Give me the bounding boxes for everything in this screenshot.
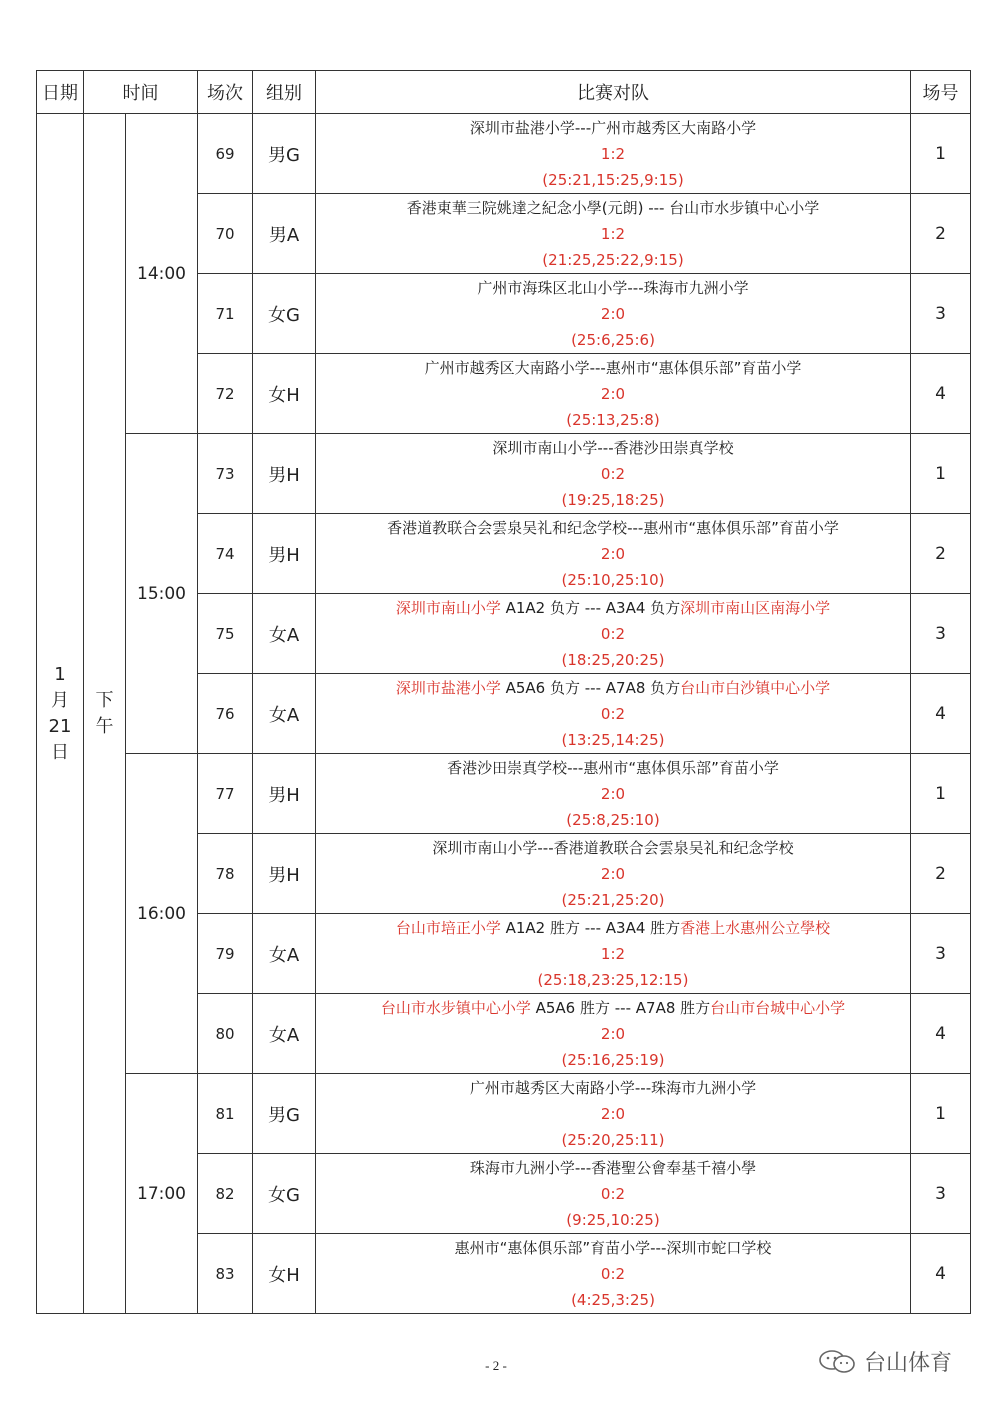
team-segment: 香港上水惠州公立學校 [680,918,831,937]
teams-line [316,435,910,461]
teams-line [316,195,910,221]
group-cell: 女H [253,1234,316,1314]
score: 0:2 [600,1184,626,1203]
round-cell: 80 [198,994,253,1074]
court-cell: 4 [911,994,971,1074]
team-segment: 台山市培正小学 [395,918,501,937]
match-cell [316,754,911,834]
court-cell: 1 [911,1074,971,1154]
teams-line [316,1235,910,1261]
teams-line [316,355,910,381]
court-cell: 2 [911,194,971,274]
round-cell: 78 [198,834,253,914]
round-cell: 70 [198,194,253,274]
group-cell: 女A [253,594,316,674]
date-cell: 1 月 21 日 [37,114,84,1314]
teams-line [316,275,910,301]
page-number: - 2 - [485,1358,507,1373]
match-cell [316,1074,911,1154]
team-segment: 台山市台城中心小学 [710,998,846,1017]
wechat-icon [818,1349,858,1375]
team-segment: 香港沙田崇真学校---惠州市“惠体俱乐部”育苗小学 [447,758,779,777]
set-scores: (25:16,25:19) [561,1050,665,1069]
match-cell [316,354,911,434]
set-scores: (25:18,23:25,12:15) [537,970,689,989]
round-cell: 77 [198,754,253,834]
team-segment: A1A2 胜方 --- A3A4 胜方 [500,918,681,937]
group-cell: 女A [253,674,316,754]
score: 1:2 [600,144,626,163]
court-cell: 1 [911,434,971,514]
round-cell: 74 [198,514,253,594]
team-segment: 香港道教联合会雲泉吴礼和纪念学校---惠州市“惠体俱乐部”育苗小学 [387,518,839,537]
score: 1:2 [600,224,626,243]
group-cell: 男A [253,194,316,274]
group-cell: 女G [253,1154,316,1234]
team-segment: 惠州市“惠体俱乐部”育苗小学---深圳市蛇口学校 [454,1238,772,1257]
match-cell [316,194,911,274]
group-cell: 女G [253,274,316,354]
table-row [37,114,971,194]
set-scores: (25:21,25:20) [561,890,665,909]
header-teams: 比赛对队 [316,71,911,114]
match-cell [316,434,911,514]
time-slot: 16:00 [126,754,198,1074]
set-scores: (25:6,25:6) [571,330,655,349]
group-cell: 男G [253,1074,316,1154]
team-segment: A5A6 胜方 --- A7A8 胜方 [530,998,711,1017]
court-cell: 4 [911,1234,971,1314]
teams-line [316,915,910,941]
score: 2:0 [600,784,626,803]
set-scores: (19:25,18:25) [561,490,665,509]
team-segment: 台山市白沙镇中心小学 [680,678,831,697]
score: 0:2 [600,464,626,483]
court-cell: 4 [911,354,971,434]
set-scores: (25:10,25:10) [561,570,665,589]
team-segment: 深圳市南山区南海小学 [680,598,831,617]
set-scores: (9:25,10:25) [566,1210,660,1229]
schedule-table [36,70,971,1314]
round-cell: 81 [198,1074,253,1154]
table-row [37,754,971,834]
set-scores: (4:25,3:25) [571,1290,655,1309]
set-scores: (25:20,25:11) [561,1130,665,1149]
period-cell: 下 午 [84,114,126,1314]
group-cell: 女H [253,354,316,434]
match-cell [316,834,911,914]
team-segment: 深圳市南山小学---香港沙田崇真学校 [492,438,734,457]
group-cell: 男H [253,834,316,914]
match-cell [316,274,911,354]
set-scores: (13:25,14:25) [561,730,665,749]
round-cell: 71 [198,274,253,354]
header-round: 场次 [198,71,253,114]
court-cell: 3 [911,594,971,674]
match-cell [316,1234,911,1314]
header-row [37,71,971,114]
court-cell: 1 [911,754,971,834]
teams-line [316,115,910,141]
header-date: 日期 [37,71,84,114]
match-cell [316,514,911,594]
court-cell: 3 [911,914,971,994]
round-cell: 83 [198,1234,253,1314]
court-cell: 3 [911,1154,971,1234]
table-row [37,434,971,514]
header-time: 时间 [84,71,198,114]
group-cell: 男H [253,434,316,514]
match-cell [316,594,911,674]
set-scores: (18:25,20:25) [561,650,665,669]
watermark [818,1346,952,1377]
group-cell: 男H [253,514,316,594]
team-segment: 深圳市南山小学 [395,598,501,617]
time-slot: 17:00 [126,1074,198,1314]
watermark-text: 台山体育 [864,1351,953,1376]
set-scores: (25:8,25:10) [566,810,660,829]
match-cell [316,674,911,754]
court-cell: 3 [911,274,971,354]
group-cell: 女A [253,994,316,1074]
court-cell: 4 [911,674,971,754]
round-cell: 75 [198,594,253,674]
score: 2:0 [600,304,626,323]
header-court: 场号 [911,71,971,114]
match-cell [316,114,911,194]
round-cell: 72 [198,354,253,434]
team-segment: 深圳市盐港小学---广州市越秀区大南路小学 [469,118,757,137]
team-segment: A1A2 负方 --- A3A4 负方 [500,598,681,617]
round-cell: 79 [198,914,253,994]
score: 2:0 [600,864,626,883]
table-row [37,1074,971,1154]
round-cell: 69 [198,114,253,194]
time-slot: 14:00 [126,114,198,434]
teams-line [316,675,910,701]
teams-line [316,1155,910,1181]
team-segment: 香港東華三院姚達之紀念小學(元朗) --- 台山市水步镇中心小学 [406,198,820,217]
team-segment: 深圳市盐港小学 [395,678,501,697]
score: 2:0 [600,544,626,563]
round-cell: 73 [198,434,253,514]
teams-line [316,835,910,861]
teams-line [316,995,910,1021]
team-segment: 广州市越秀区大南路小学---惠州市“惠体俱乐部”育苗小学 [424,358,802,377]
score: 1:2 [600,944,626,963]
team-segment: 珠海市九洲小学---香港聖公會奉基千禧小學 [469,1158,757,1177]
teams-line [316,1075,910,1101]
round-cell: 82 [198,1154,253,1234]
score: 0:2 [600,704,626,723]
team-segment: A5A6 负方 --- A7A8 负方 [500,678,681,697]
time-slot: 15:00 [126,434,198,754]
match-cell [316,914,911,994]
round-cell: 76 [198,674,253,754]
group-cell: 男H [253,754,316,834]
score: 2:0 [600,1024,626,1043]
group-cell: 男G [253,114,316,194]
match-cell [316,994,911,1074]
court-cell: 2 [911,514,971,594]
team-segment: 台山市水步镇中心小学 [380,998,531,1017]
header-group: 组别 [253,71,316,114]
score: 2:0 [600,384,626,403]
score: 0:2 [600,1264,626,1283]
group-cell: 女A [253,914,316,994]
court-cell: 1 [911,114,971,194]
set-scores: (25:21,15:25,9:15) [542,170,684,189]
score: 0:2 [600,624,626,643]
score: 2:0 [600,1104,626,1123]
team-segment: 广州市海珠区北山小学---珠海市九洲小学 [477,278,749,297]
set-scores: (25:13,25:8) [566,410,660,429]
set-scores: (21:25,25:22,9:15) [542,250,684,269]
teams-line [316,755,910,781]
teams-line [316,595,910,621]
teams-line [316,515,910,541]
team-segment: 深圳市南山小学---香港道教联合会雲泉吴礼和纪念学校 [432,838,794,857]
match-cell [316,1154,911,1234]
court-cell: 2 [911,834,971,914]
team-segment: 广州市越秀区大南路小学---珠海市九洲小学 [469,1078,757,1097]
